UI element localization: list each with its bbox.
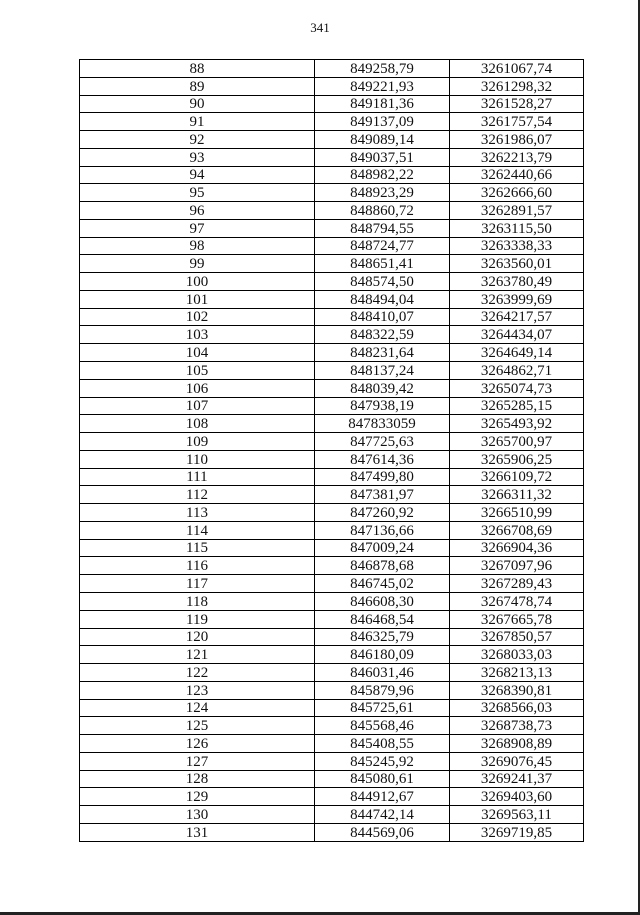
x-coordinate-cell: 848982,22 [315, 166, 450, 184]
y-coordinate-cell: 3265700,97 [450, 433, 584, 451]
point-number-cell: 118 [80, 592, 315, 610]
x-coordinate-cell: 846325,79 [315, 628, 450, 646]
table-row [80, 131, 584, 149]
table-row [80, 290, 584, 308]
x-coordinate-cell: 848923,29 [315, 184, 450, 202]
y-coordinate-cell: 3268738,73 [450, 717, 584, 735]
y-coordinate-cell: 3267289,43 [450, 575, 584, 593]
x-coordinate-cell: 848724,77 [315, 237, 450, 255]
x-coordinate-cell: 848574,50 [315, 273, 450, 291]
x-coordinate-cell: 848494,04 [315, 290, 450, 308]
point-number-cell: 129 [80, 788, 315, 806]
table-row [80, 557, 584, 575]
y-coordinate-cell: 3269403,60 [450, 788, 584, 806]
y-coordinate-cell: 3263115,50 [450, 219, 584, 237]
point-number-cell: 127 [80, 752, 315, 770]
point-number-cell: 108 [80, 415, 315, 433]
x-coordinate-cell: 848039,42 [315, 379, 450, 397]
y-coordinate-cell: 3265074,73 [450, 379, 584, 397]
point-number-cell: 103 [80, 326, 315, 344]
point-number-cell: 102 [80, 308, 315, 326]
x-coordinate-cell: 847009,24 [315, 539, 450, 557]
table-row [80, 539, 584, 557]
y-coordinate-cell: 3262666,60 [450, 184, 584, 202]
table-row [80, 308, 584, 326]
x-coordinate-cell: 846745,02 [315, 575, 450, 593]
y-coordinate-cell: 3267850,57 [450, 628, 584, 646]
point-number-cell: 130 [80, 806, 315, 824]
table-row [80, 237, 584, 255]
x-coordinate-cell: 846608,30 [315, 592, 450, 610]
y-coordinate-cell: 3268213,13 [450, 664, 584, 682]
point-number-cell: 93 [80, 148, 315, 166]
y-coordinate-cell: 3266708,69 [450, 521, 584, 539]
table-row [80, 770, 584, 788]
point-number-cell: 88 [80, 60, 315, 78]
table-row [80, 184, 584, 202]
x-coordinate-cell: 846468,54 [315, 610, 450, 628]
x-coordinate-cell: 846031,46 [315, 664, 450, 682]
y-coordinate-cell: 3261528,27 [450, 95, 584, 113]
point-number-cell: 89 [80, 77, 315, 95]
x-coordinate-cell: 847614,36 [315, 450, 450, 468]
x-coordinate-cell: 845245,92 [315, 752, 450, 770]
point-number-cell: 112 [80, 486, 315, 504]
table-row [80, 202, 584, 220]
y-coordinate-cell: 3267478,74 [450, 592, 584, 610]
table-row [80, 166, 584, 184]
table-row [80, 255, 584, 273]
y-coordinate-cell: 3261757,54 [450, 113, 584, 131]
table-row [80, 788, 584, 806]
y-coordinate-cell: 3269076,45 [450, 752, 584, 770]
coordinates-table [79, 59, 584, 842]
point-number-cell: 105 [80, 362, 315, 380]
y-coordinate-cell: 3265493,92 [450, 415, 584, 433]
y-coordinate-cell: 3263780,49 [450, 273, 584, 291]
x-coordinate-cell: 844742,14 [315, 806, 450, 824]
point-number-cell: 101 [80, 290, 315, 308]
x-coordinate-cell: 845080,61 [315, 770, 450, 788]
x-coordinate-cell: 849137,09 [315, 113, 450, 131]
y-coordinate-cell: 3266109,72 [450, 468, 584, 486]
point-number-cell: 126 [80, 735, 315, 753]
coordinates-table-body [80, 60, 584, 842]
y-coordinate-cell: 3263338,33 [450, 237, 584, 255]
y-coordinate-cell: 3269241,37 [450, 770, 584, 788]
y-coordinate-cell: 3262213,79 [450, 148, 584, 166]
point-number-cell: 94 [80, 166, 315, 184]
point-number-cell: 90 [80, 95, 315, 113]
y-coordinate-cell: 3266510,99 [450, 504, 584, 522]
point-number-cell: 91 [80, 113, 315, 131]
point-number-cell: 99 [80, 255, 315, 273]
point-number-cell: 114 [80, 521, 315, 539]
point-number-cell: 122 [80, 664, 315, 682]
point-number-cell: 106 [80, 379, 315, 397]
y-coordinate-cell: 3268033,03 [450, 646, 584, 664]
x-coordinate-cell: 848794,55 [315, 219, 450, 237]
point-number-cell: 119 [80, 610, 315, 628]
point-number-cell: 109 [80, 433, 315, 451]
y-coordinate-cell: 3267097,96 [450, 557, 584, 575]
x-coordinate-cell: 844569,06 [315, 823, 450, 841]
table-row [80, 521, 584, 539]
y-coordinate-cell: 3265285,15 [450, 397, 584, 415]
table-row [80, 575, 584, 593]
y-coordinate-cell: 3269563,11 [450, 806, 584, 824]
y-coordinate-cell: 3264434,07 [450, 326, 584, 344]
point-number-cell: 117 [80, 575, 315, 593]
table-row [80, 113, 584, 131]
table-row [80, 699, 584, 717]
point-number-cell: 97 [80, 219, 315, 237]
point-number-cell: 128 [80, 770, 315, 788]
x-coordinate-cell: 846878,68 [315, 557, 450, 575]
x-coordinate-cell: 847833059 [315, 415, 450, 433]
x-coordinate-cell: 845725,61 [315, 699, 450, 717]
x-coordinate-cell: 844912,67 [315, 788, 450, 806]
x-coordinate-cell: 845568,46 [315, 717, 450, 735]
point-number-cell: 100 [80, 273, 315, 291]
table-row [80, 273, 584, 291]
y-coordinate-cell: 3266311,32 [450, 486, 584, 504]
point-number-cell: 121 [80, 646, 315, 664]
point-number-cell: 96 [80, 202, 315, 220]
x-coordinate-cell: 849221,93 [315, 77, 450, 95]
table-row [80, 681, 584, 699]
y-coordinate-cell: 3265906,25 [450, 450, 584, 468]
y-coordinate-cell: 3262891,57 [450, 202, 584, 220]
table-row [80, 628, 584, 646]
x-coordinate-cell: 849089,14 [315, 131, 450, 149]
x-coordinate-cell: 845879,96 [315, 681, 450, 699]
table-row [80, 362, 584, 380]
table-row [80, 752, 584, 770]
x-coordinate-cell: 847938,19 [315, 397, 450, 415]
table-row [80, 148, 584, 166]
table-row [80, 664, 584, 682]
x-coordinate-cell: 847381,97 [315, 486, 450, 504]
point-number-cell: 120 [80, 628, 315, 646]
point-number-cell: 98 [80, 237, 315, 255]
x-coordinate-cell: 848137,24 [315, 362, 450, 380]
point-number-cell: 92 [80, 131, 315, 149]
y-coordinate-cell: 3263999,69 [450, 290, 584, 308]
x-coordinate-cell: 845408,55 [315, 735, 450, 753]
table-row [80, 95, 584, 113]
table-row [80, 60, 584, 78]
y-coordinate-cell: 3263560,01 [450, 255, 584, 273]
x-coordinate-cell: 849037,51 [315, 148, 450, 166]
y-coordinate-cell: 3268390,81 [450, 681, 584, 699]
point-number-cell: 110 [80, 450, 315, 468]
x-coordinate-cell: 849258,79 [315, 60, 450, 78]
table-row [80, 610, 584, 628]
table-row [80, 344, 584, 362]
y-coordinate-cell: 3264649,14 [450, 344, 584, 362]
x-coordinate-cell: 848231,64 [315, 344, 450, 362]
point-number-cell: 116 [80, 557, 315, 575]
x-coordinate-cell: 847260,92 [315, 504, 450, 522]
table-row [80, 504, 584, 522]
table-row [80, 806, 584, 824]
table-row [80, 468, 584, 486]
x-coordinate-cell: 848860,72 [315, 202, 450, 220]
table-row [80, 415, 584, 433]
point-number-cell: 115 [80, 539, 315, 557]
table-row [80, 592, 584, 610]
point-number-cell: 95 [80, 184, 315, 202]
y-coordinate-cell: 3264217,57 [450, 308, 584, 326]
y-coordinate-cell: 3261298,32 [450, 77, 584, 95]
y-coordinate-cell: 3261067,74 [450, 60, 584, 78]
table-row [80, 77, 584, 95]
x-coordinate-cell: 847725,63 [315, 433, 450, 451]
page-number: 341 [310, 20, 330, 35]
y-coordinate-cell: 3268566,03 [450, 699, 584, 717]
y-coordinate-cell: 3262440,66 [450, 166, 584, 184]
table-row [80, 717, 584, 735]
point-number-cell: 123 [80, 681, 315, 699]
y-coordinate-cell: 3267665,78 [450, 610, 584, 628]
table-row [80, 486, 584, 504]
y-coordinate-cell: 3269719,85 [450, 823, 584, 841]
y-coordinate-cell: 3261986,07 [450, 131, 584, 149]
table-row [80, 326, 584, 344]
x-coordinate-cell: 848410,07 [315, 308, 450, 326]
y-coordinate-cell: 3264862,71 [450, 362, 584, 380]
point-number-cell: 113 [80, 504, 315, 522]
point-number-cell: 111 [80, 468, 315, 486]
point-number-cell: 104 [80, 344, 315, 362]
point-number-cell: 125 [80, 717, 315, 735]
x-coordinate-cell: 848651,41 [315, 255, 450, 273]
table-row [80, 735, 584, 753]
x-coordinate-cell: 847499,80 [315, 468, 450, 486]
table-row [80, 450, 584, 468]
point-number-cell: 131 [80, 823, 315, 841]
x-coordinate-cell: 846180,09 [315, 646, 450, 664]
table-row [80, 823, 584, 841]
y-coordinate-cell: 3268908,89 [450, 735, 584, 753]
point-number-cell: 124 [80, 699, 315, 717]
point-number-cell: 107 [80, 397, 315, 415]
x-coordinate-cell: 848322,59 [315, 326, 450, 344]
table-row [80, 433, 584, 451]
table-row [80, 379, 584, 397]
x-coordinate-cell: 849181,36 [315, 95, 450, 113]
table-row [80, 219, 584, 237]
y-coordinate-cell: 3266904,36 [450, 539, 584, 557]
x-coordinate-cell: 847136,66 [315, 521, 450, 539]
table-row [80, 646, 584, 664]
table-row [80, 397, 584, 415]
